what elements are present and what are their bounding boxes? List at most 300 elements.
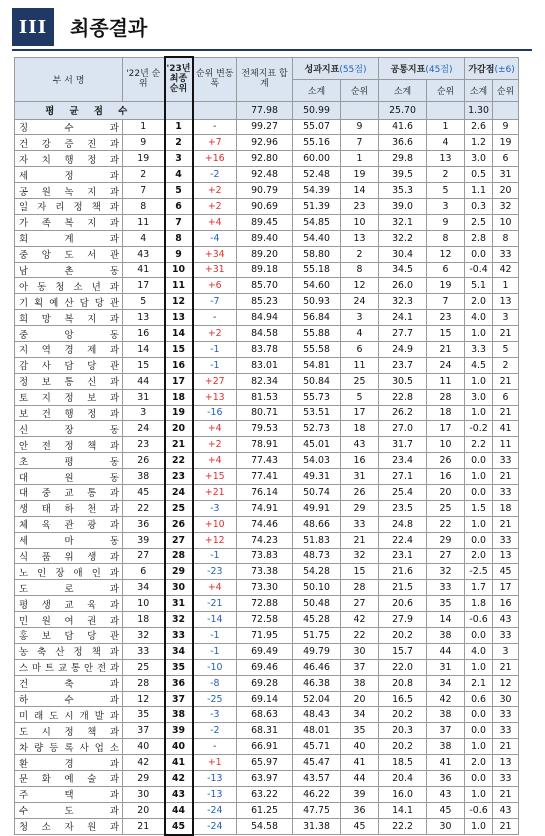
rank-change: -24 [193, 818, 237, 834]
common-rank: 38 [427, 628, 465, 644]
bonus-subtotal: 0.0 [465, 771, 493, 787]
table-row [15, 500, 519, 516]
total-score: 73.83 [237, 548, 293, 564]
bonus-subtotal: 4.5 [465, 357, 493, 373]
rank23: 14 [165, 326, 193, 342]
common-rank: 27 [427, 548, 465, 564]
rank-change: - [193, 119, 237, 135]
dept-name: 스 마 트 교 통 안 전 과 [15, 659, 123, 675]
table-row [15, 341, 519, 357]
rank-change: +6 [193, 278, 237, 294]
dept-name: 토 지 정 보 과 [15, 389, 123, 405]
dept-name: 수 도 과 [15, 802, 123, 818]
rank-change: -10 [193, 659, 237, 675]
total-score: 72.88 [237, 596, 293, 612]
common-subtotal: 26.2 [379, 405, 427, 421]
dept-name: 미 래 도 시 개 발 과 [15, 707, 123, 723]
rank-change: +2 [193, 198, 237, 214]
bonus-rank: 16 [493, 596, 519, 612]
common-rank: 2 [427, 167, 465, 183]
common-subtotal: 22.4 [379, 532, 427, 548]
perf-rank: 3 [341, 310, 379, 326]
bonus-subtotal: 4.0 [465, 310, 493, 326]
perf-rank: 13 [341, 230, 379, 246]
rank22: 7 [123, 183, 165, 199]
dept-name: 농 축 산 정 책 과 [15, 643, 123, 659]
common-subtotal: 23.5 [379, 500, 427, 516]
common-rank: 44 [427, 643, 465, 659]
table-row [15, 628, 519, 644]
dept-name: 청 소 자 원 과 [15, 818, 123, 834]
perf-rank: 29 [341, 500, 379, 516]
bonus-rank: 18 [493, 500, 519, 516]
perf-subtotal: 46.46 [293, 659, 341, 675]
common-rank: 9 [427, 214, 465, 230]
dept-name: 건 강 증 진 과 [15, 135, 123, 151]
rank22: 34 [123, 580, 165, 596]
perf-rank: 28 [341, 580, 379, 596]
bonus-subtotal: 1.0 [465, 405, 493, 421]
bonus-subtotal: 2.8 [465, 230, 493, 246]
common-rank: 24 [427, 357, 465, 373]
perf-subtotal: 45.71 [293, 739, 341, 755]
total-score: 54.58 [237, 818, 293, 834]
rank-change: -1 [193, 643, 237, 659]
bonus-rank: 45 [493, 564, 519, 580]
bonus-rank: 17 [493, 580, 519, 596]
col-header-change: 순위 변동폭 [193, 57, 237, 101]
total-score: 92.96 [237, 135, 293, 151]
dept-name: 정 보 통 신 과 [15, 373, 123, 389]
dept-name: 세 정 과 [15, 167, 123, 183]
perf-subtotal: 52.04 [293, 691, 341, 707]
table-row [15, 167, 519, 183]
rank22: 39 [123, 532, 165, 548]
rank-change: -3 [193, 707, 237, 723]
col-header-bonus-rank: 순위 [493, 79, 519, 101]
perf-rank: 26 [341, 484, 379, 500]
rank-change: -13 [193, 786, 237, 802]
bonus-rank: 33 [493, 723, 519, 739]
perf-rank: 4 [341, 326, 379, 342]
rank-change: -1 [193, 548, 237, 564]
bonus-subtotal: -0.6 [465, 802, 493, 818]
section-header [12, 8, 532, 48]
rank22: 2 [123, 167, 165, 183]
bonus-rank: 21 [493, 326, 519, 342]
bonus-rank: 31 [493, 167, 519, 183]
rank-change: +1 [193, 755, 237, 771]
rank-change: -23 [193, 564, 237, 580]
bonus-rank: 12 [493, 675, 519, 691]
total-score: 89.20 [237, 246, 293, 262]
col-header-perf-rank: 순위 [341, 79, 379, 101]
rank23: 16 [165, 357, 193, 373]
perf-rank: 45 [341, 818, 379, 834]
common-rank: 42 [427, 691, 465, 707]
rank23: 42 [165, 771, 193, 787]
table-row [15, 469, 519, 485]
common-subtotal: 24.1 [379, 310, 427, 326]
bonus-subtotal: 1.5 [465, 500, 493, 516]
bonus-subtotal: 2.0 [465, 548, 493, 564]
rank-change: +34 [193, 246, 237, 262]
table-row [15, 802, 519, 818]
perf-subtotal: 52.48 [293, 167, 341, 183]
perf-rank: 22 [341, 628, 379, 644]
common-rank: 14 [427, 612, 465, 628]
dept-name: 아 동 청 소 년 과 [15, 278, 123, 294]
col-group-perf: 성과지표(55점) [293, 57, 379, 79]
common-subtotal: 15.7 [379, 643, 427, 659]
bonus-rank: 33 [493, 532, 519, 548]
common-subtotal: 21.5 [379, 580, 427, 596]
total-score: 63.22 [237, 786, 293, 802]
dept-name: 체 육 관 광 과 [15, 516, 123, 532]
table-row [15, 294, 519, 310]
total-score: 69.49 [237, 643, 293, 659]
perf-rank: 15 [341, 564, 379, 580]
rank23: 41 [165, 755, 193, 771]
rank22: 24 [123, 421, 165, 437]
perf-rank: 31 [341, 469, 379, 485]
perf-rank: 34 [341, 707, 379, 723]
rank-change: +10 [193, 516, 237, 532]
table-row [15, 262, 519, 278]
average-perf: 50.99 [293, 101, 341, 119]
common-subtotal: 21.6 [379, 564, 427, 580]
dept-name: 도 로 과 [15, 580, 123, 596]
perf-subtotal: 50.93 [293, 294, 341, 310]
table-row [15, 596, 519, 612]
total-score: 69.14 [237, 691, 293, 707]
perf-rank: 38 [341, 675, 379, 691]
dept-name: 중 앙 도 서 관 [15, 246, 123, 262]
table-row [15, 707, 519, 723]
rank22: 38 [123, 469, 165, 485]
rank23: 35 [165, 659, 193, 675]
common-subtotal: 24.8 [379, 516, 427, 532]
table-row [15, 437, 519, 453]
total-score: 89.45 [237, 214, 293, 230]
rank22: 22 [123, 500, 165, 516]
perf-rank: 21 [341, 532, 379, 548]
total-score: 76.14 [237, 484, 293, 500]
perf-subtotal: 49.31 [293, 469, 341, 485]
common-subtotal: 16.5 [379, 691, 427, 707]
rank23: 43 [165, 786, 193, 802]
common-rank: 45 [427, 802, 465, 818]
rank22: 20 [123, 802, 165, 818]
table-row [15, 755, 519, 771]
bonus-rank: 33 [493, 628, 519, 644]
rank23: 3 [165, 151, 193, 167]
bonus-rank: 21 [493, 739, 519, 755]
dept-name: 하 수 과 [15, 691, 123, 707]
rank23: 20 [165, 421, 193, 437]
common-subtotal: 23.1 [379, 548, 427, 564]
rank23: 27 [165, 532, 193, 548]
dept-name: 중 앙 동 [15, 326, 123, 342]
rank-change: +21 [193, 484, 237, 500]
bonus-subtotal: 2.6 [465, 119, 493, 135]
bonus-subtotal: 3.0 [465, 389, 493, 405]
rank22: 18 [123, 612, 165, 628]
table-row [15, 405, 519, 421]
common-rank: 30 [427, 818, 465, 834]
perf-rank: 30 [341, 643, 379, 659]
rank22: 40 [123, 739, 165, 755]
bonus-subtotal: 1.0 [465, 469, 493, 485]
common-rank: 22 [427, 516, 465, 532]
rank22: 1 [123, 119, 165, 135]
rank22: 44 [123, 373, 165, 389]
bonus-rank: 41 [493, 421, 519, 437]
rank23: 7 [165, 214, 193, 230]
table-row [15, 675, 519, 691]
rank-change: +31 [193, 262, 237, 278]
bonus-subtotal: 0.0 [465, 453, 493, 469]
common-subtotal: 29.8 [379, 151, 427, 167]
bonus-subtotal: 1.1 [465, 183, 493, 199]
section-number-badge: III [12, 8, 54, 46]
common-rank: 20 [427, 484, 465, 500]
bonus-rank: 10 [493, 214, 519, 230]
perf-subtotal: 56.84 [293, 310, 341, 326]
bonus-rank: 3 [493, 643, 519, 659]
total-score: 89.40 [237, 230, 293, 246]
total-score: 74.23 [237, 532, 293, 548]
bonus-rank: 33 [493, 246, 519, 262]
common-rank: 32 [427, 564, 465, 580]
dept-name: 환 경 과 [15, 755, 123, 771]
table-row [15, 373, 519, 389]
dept-name: 건 축 과 [15, 675, 123, 691]
dept-name: 홍 보 담 당 관 [15, 628, 123, 644]
common-subtotal: 27.1 [379, 469, 427, 485]
rank22: 35 [123, 707, 165, 723]
common-subtotal: 20.2 [379, 628, 427, 644]
dept-name: 안 전 정 책 과 [15, 437, 123, 453]
bonus-subtotal: 3.0 [465, 151, 493, 167]
bonus-subtotal: 1.0 [465, 739, 493, 755]
common-subtotal: 27.9 [379, 612, 427, 628]
total-score: 78.91 [237, 437, 293, 453]
rank22: 23 [123, 437, 165, 453]
common-rank: 3 [427, 198, 465, 214]
common-subtotal: 20.6 [379, 596, 427, 612]
dept-name: 대 원 동 [15, 469, 123, 485]
table-row [15, 389, 519, 405]
rank23: 36 [165, 675, 193, 691]
average-common: 25.70 [379, 101, 427, 119]
bonus-subtotal: 1.8 [465, 596, 493, 612]
rank-change: +13 [193, 389, 237, 405]
table-row [15, 484, 519, 500]
table-row [15, 516, 519, 532]
table-row [15, 564, 519, 580]
rank-change: +2 [193, 326, 237, 342]
col-header-rank22: '22년 순위 [123, 57, 165, 101]
bonus-subtotal: 0.5 [465, 167, 493, 183]
rank23: 8 [165, 230, 193, 246]
rank22: 36 [123, 516, 165, 532]
total-score: 73.38 [237, 564, 293, 580]
perf-rank: 20 [341, 691, 379, 707]
common-subtotal: 35.3 [379, 183, 427, 199]
table-row [15, 357, 519, 373]
perf-subtotal: 54.40 [293, 230, 341, 246]
rank23: 34 [165, 643, 193, 659]
bonus-rank: 43 [493, 612, 519, 628]
perf-subtotal: 54.85 [293, 214, 341, 230]
rank22: 41 [123, 262, 165, 278]
common-subtotal: 41.6 [379, 119, 427, 135]
perf-subtotal: 45.28 [293, 612, 341, 628]
bonus-subtotal: -2.5 [465, 564, 493, 580]
col-header-common-rank: 순위 [427, 79, 465, 101]
average-perf-rank [341, 101, 379, 119]
bonus-subtotal: 4.0 [465, 643, 493, 659]
perf-rank: 5 [341, 389, 379, 405]
common-rank: 26 [427, 453, 465, 469]
total-score: 65.97 [237, 755, 293, 771]
bonus-rank: 30 [493, 691, 519, 707]
perf-subtotal: 55.16 [293, 135, 341, 151]
perf-subtotal: 54.39 [293, 183, 341, 199]
rank23: 1 [165, 119, 193, 135]
perf-rank: 32 [341, 548, 379, 564]
total-score: 84.58 [237, 326, 293, 342]
table-row [15, 612, 519, 628]
bonus-rank: 2 [493, 357, 519, 373]
table-row [15, 214, 519, 230]
rank23: 33 [165, 628, 193, 644]
rank23: 29 [165, 564, 193, 580]
perf-rank: 1 [341, 151, 379, 167]
rank22: 6 [123, 564, 165, 580]
table-row [15, 453, 519, 469]
rank23: 18 [165, 389, 193, 405]
perf-rank: 42 [341, 612, 379, 628]
rank23: 11 [165, 278, 193, 294]
total-score: 74.46 [237, 516, 293, 532]
perf-subtotal: 49.91 [293, 500, 341, 516]
common-rank: 7 [427, 294, 465, 310]
common-rank: 35 [427, 596, 465, 612]
perf-rank: 19 [341, 167, 379, 183]
perf-subtotal: 48.73 [293, 548, 341, 564]
common-rank: 17 [427, 421, 465, 437]
bonus-rank: 42 [493, 262, 519, 278]
rank23: 25 [165, 500, 193, 516]
col-header-perf-subtotal: 소계 [293, 79, 341, 101]
bonus-subtotal: 1.0 [465, 659, 493, 675]
perf-subtotal: 51.39 [293, 198, 341, 214]
rank22: 37 [123, 723, 165, 739]
common-rank: 43 [427, 786, 465, 802]
perf-subtotal: 55.58 [293, 341, 341, 357]
rank23: 38 [165, 707, 193, 723]
bonus-subtotal: 2.0 [465, 755, 493, 771]
perf-subtotal: 54.03 [293, 453, 341, 469]
bonus-rank: 21 [493, 516, 519, 532]
bonus-subtotal: 1.0 [465, 326, 493, 342]
perf-rank: 27 [341, 596, 379, 612]
perf-subtotal: 50.48 [293, 596, 341, 612]
common-rank: 31 [427, 659, 465, 675]
rank23: 37 [165, 691, 193, 707]
rank22: 21 [123, 818, 165, 834]
rank-change: -14 [193, 612, 237, 628]
average-row [15, 101, 519, 119]
rank23: 4 [165, 167, 193, 183]
bonus-subtotal: 3.3 [465, 341, 493, 357]
common-subtotal: 39.0 [379, 198, 427, 214]
common-subtotal: 30.5 [379, 373, 427, 389]
average-change [193, 101, 237, 119]
common-rank: 18 [427, 405, 465, 421]
perf-rank: 18 [341, 421, 379, 437]
dept-name: 보 건 행 정 과 [15, 405, 123, 421]
total-score: 99.27 [237, 119, 293, 135]
table-row [15, 659, 519, 675]
common-subtotal: 16.0 [379, 786, 427, 802]
dept-name: 도 시 정 책 과 [15, 723, 123, 739]
common-subtotal: 26.0 [379, 278, 427, 294]
col-group-common: 공통지표(45점) [379, 57, 465, 79]
common-rank: 16 [427, 469, 465, 485]
total-score: 66.91 [237, 739, 293, 755]
table-row [15, 278, 519, 294]
table-row [15, 532, 519, 548]
dept-name: 노 인 장 애 인 과 [15, 564, 123, 580]
rank22: 12 [123, 691, 165, 707]
perf-rank: 2 [341, 246, 379, 262]
perf-rank: 23 [341, 198, 379, 214]
bonus-subtotal: 1.2 [465, 135, 493, 151]
perf-rank: 44 [341, 771, 379, 787]
common-rank: 33 [427, 580, 465, 596]
col-header-dept: 부 서 명 [15, 57, 123, 101]
dept-name: 생 태 하 천 과 [15, 500, 123, 516]
common-subtotal: 31.7 [379, 437, 427, 453]
table-row [15, 326, 519, 342]
rank-change: +2 [193, 437, 237, 453]
bonus-rank: 19 [493, 135, 519, 151]
total-score: 81.53 [237, 389, 293, 405]
table-row [15, 135, 519, 151]
rank22: 11 [123, 214, 165, 230]
header-divider [12, 49, 532, 51]
bonus-rank: 21 [493, 818, 519, 834]
common-rank: 19 [427, 278, 465, 294]
results-table [14, 56, 519, 836]
perf-rank: 43 [341, 437, 379, 453]
perf-rank: 17 [341, 405, 379, 421]
dept-name: 식 품 위 생 과 [15, 548, 123, 564]
rank22: 28 [123, 675, 165, 691]
rank-change: -24 [193, 802, 237, 818]
rank-change: -1 [193, 357, 237, 373]
common-rank: 38 [427, 707, 465, 723]
bonus-subtotal: 1.0 [465, 786, 493, 802]
common-subtotal: 34.5 [379, 262, 427, 278]
total-score: 82.34 [237, 373, 293, 389]
table-row [15, 246, 519, 262]
bonus-rank: 20 [493, 183, 519, 199]
perf-rank: 12 [341, 278, 379, 294]
